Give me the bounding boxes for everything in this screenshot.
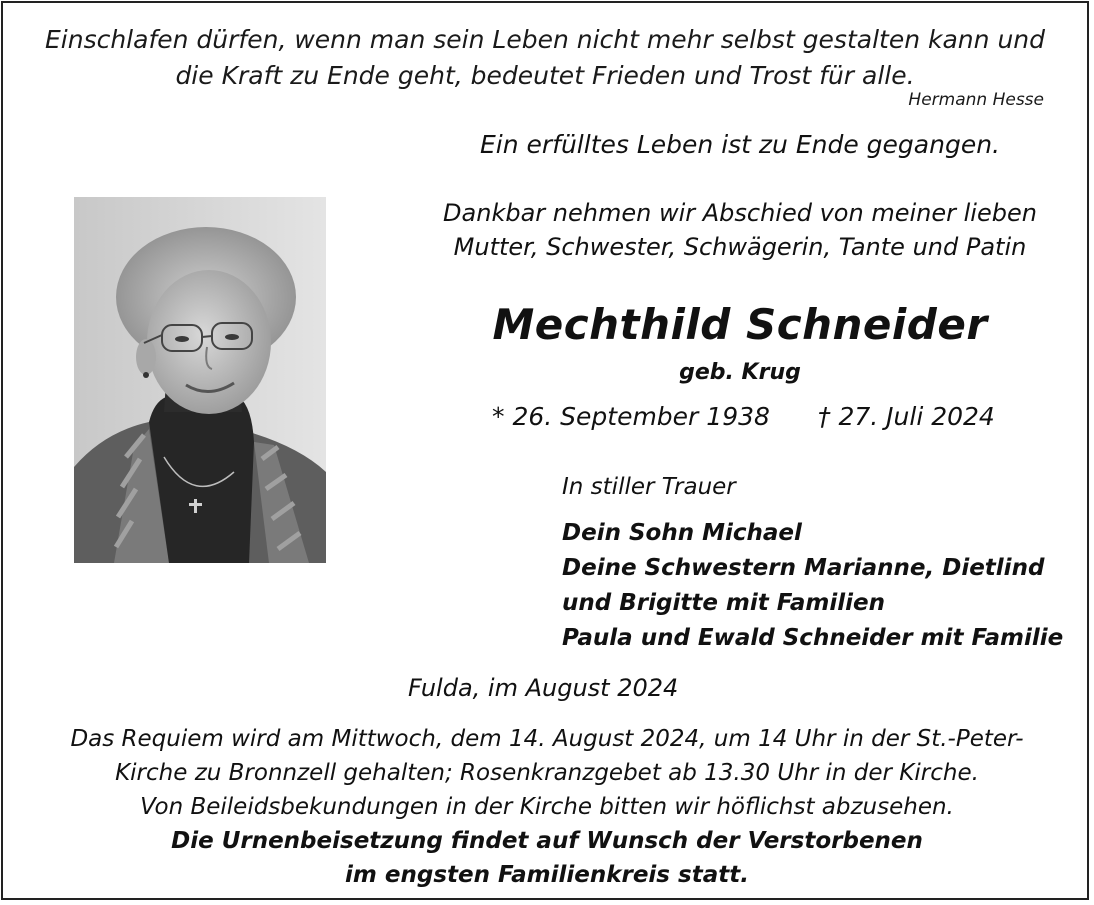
mourners-list xyxy=(562,516,1063,656)
death-date: † 27. Juli 2024 xyxy=(818,402,995,431)
farewell-text xyxy=(400,196,1080,264)
quote-line-2: die Kraft zu Ende geht, bedeutet Frieden und Trost für alle. xyxy=(175,61,915,90)
service-details xyxy=(20,722,1074,824)
birth-date: * 26. September 1938 xyxy=(492,402,770,431)
service-line-3: Von Beileidsbekundungen in der Kirche bitten wir höflichst abzusehen. xyxy=(140,794,954,820)
quote-line-1: Einschlafen dürfen, wenn man sein Leben nicht mehr selbst gestalten kann und xyxy=(44,25,1045,54)
deceased-name: Mechthild Schneider xyxy=(492,300,988,349)
mourner-line: Paula und Ewald Schneider mit Familie xyxy=(562,625,1064,651)
mourning-heading: In stiller Trauer xyxy=(562,474,736,500)
burial-notice xyxy=(20,824,1074,892)
quote xyxy=(20,22,1070,94)
service-line-2: Kirche zu Bronnzell gehalten; Rosenkranzgebet ab 13.30 Uhr in der Kirche. xyxy=(115,760,979,786)
mourner-line: Deine Schwestern Marianne, Dietlind xyxy=(562,555,1045,581)
mourner-line: und Brigitte mit Familien xyxy=(562,590,885,616)
portrait-photo xyxy=(74,197,326,563)
mourner-line: Dein Sohn Michael xyxy=(562,520,802,546)
farewell-line-2: Mutter, Schwester, Schwägerin, Tante und Patin xyxy=(453,233,1027,261)
quote-author: Hermann Hesse xyxy=(908,90,1044,110)
maiden-name: geb. Krug xyxy=(679,360,801,385)
burial-line-2: im engsten Familienkreis statt. xyxy=(345,862,749,888)
service-line-1: Das Requiem wird am Mittwoch, dem 14. August 2024, um 14 Uhr in der St.-Peter- xyxy=(70,726,1024,752)
farewell-line-1: Dankbar nehmen wir Abschied von meiner lieben xyxy=(443,199,1037,227)
intro-line: Ein erfülltes Leben ist zu Ende gegangen. xyxy=(479,130,1001,159)
burial-line-1: Die Urnenbeisetzung findet auf Wunsch der Verstorbenen xyxy=(171,828,923,854)
place-date: Fulda, im August 2024 xyxy=(408,674,679,702)
